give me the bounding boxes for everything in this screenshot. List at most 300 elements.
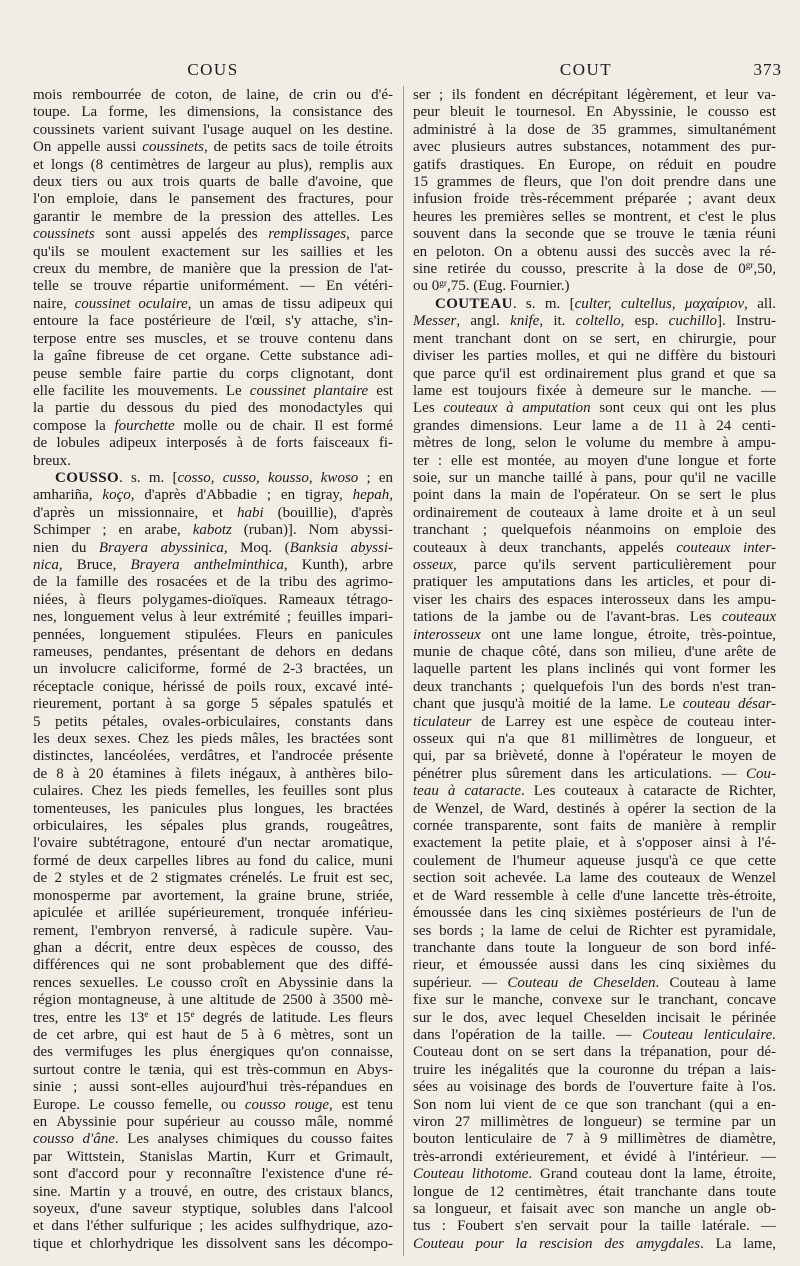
text-run: ]. Instru- <box>717 313 776 330</box>
text-run: l'ovaire subtétragone, entouré d'un nectar aromatique, <box>33 835 393 852</box>
text-line <box>33 1166 393 1183</box>
italic-term: Couteau de Cheselden <box>507 974 656 991</box>
text-line <box>413 1027 776 1044</box>
italic-term: fourchette <box>114 417 175 434</box>
text-run: On appelle aussi <box>33 139 143 156</box>
text-run: heures les premières selles se montrent, et c'est le plus <box>413 208 776 225</box>
text-run: couteaux à deux tranchants, appelés <box>413 539 677 556</box>
text-run: et longs (8 centimètres de largeur au plus), remplis aux <box>33 156 393 173</box>
text-run: , all. <box>744 295 776 312</box>
text-run: différences qui ne sont probablement que des diffé- <box>33 957 393 974</box>
text-run: longue de 12 centimètres, était tranchante dans toute <box>413 1183 776 1200</box>
text-run: , esp. <box>620 313 669 330</box>
italic-term: coltello <box>575 313 621 330</box>
text-line <box>413 157 776 174</box>
text-line <box>413 801 776 818</box>
text-run: des vermifuges les plus énergiques qu'on connaisse, <box>33 1044 393 1061</box>
text-run: toupe. La forme, les dimensions, la consistance des <box>33 104 393 121</box>
text-line <box>33 1114 393 1131</box>
text-run: les deux sexes. Chez les pieds mâles, les bractées sont <box>33 731 393 748</box>
text-line <box>33 313 393 330</box>
text-line <box>413 870 776 887</box>
text-run: Les <box>413 400 444 417</box>
text-run: , Bruce, <box>58 556 131 573</box>
text-run: mois rembourrée de coton, de laine, de crin ou d'é- <box>33 87 393 103</box>
text-run: truire les inégalités que la couronne du trépan a lais- <box>413 1061 776 1078</box>
text-run: sont aussi appelés des <box>94 226 269 243</box>
text-run: . Les couteaux à cataracte de Richter, <box>521 783 776 800</box>
text-run: ,50, <box>753 261 776 278</box>
text-line <box>33 888 393 905</box>
text-line <box>413 1044 776 1061</box>
text-line <box>33 191 393 208</box>
text-line <box>413 383 776 400</box>
text-line <box>33 801 393 818</box>
italic-term: teau à cataracte <box>413 783 521 800</box>
text-run: coulement de l'humeur aqueuse jusqu'à ce que cette <box>413 852 776 869</box>
text-line <box>33 731 393 748</box>
text-line <box>33 1027 393 1044</box>
left-column <box>33 87 393 1253</box>
text-run: grandes dimensions. Leur lame a de 11 à 24 centi- <box>413 417 776 434</box>
text-line <box>33 122 393 139</box>
text-line <box>33 244 393 261</box>
text-run: fixe sur le manche, convexe sur le tranchant, concave <box>413 992 776 1009</box>
text-run: , angl. <box>456 313 511 330</box>
text-run: osseux qui n'a que 81 millimètres de longueur, et <box>413 731 776 748</box>
italic-term: coussinets <box>142 139 204 156</box>
italic-term: habi <box>236 504 264 521</box>
text-line <box>33 435 393 452</box>
text-run: infusion froide très-récemment préparée ; avant deux <box>413 191 776 208</box>
text-line <box>33 453 393 470</box>
italic-term: culter, cultellus, μαχαίριον <box>574 295 745 312</box>
text-line <box>413 888 776 905</box>
text-run: pénétrer plus sûrement dans les articulations. — <box>413 765 746 782</box>
text-line <box>33 1184 393 1201</box>
text-line <box>33 870 393 887</box>
text-line <box>33 470 393 487</box>
text-run: pennées, longuement stipulées. Fleurs en panicules <box>33 626 393 643</box>
text-run: par Wittstein, Stanislas Martin, Kurr et Grimault, <box>33 1148 393 1165</box>
text-line <box>413 400 776 417</box>
text-line <box>413 296 776 313</box>
text-run: (bouillie), d'après <box>263 504 393 521</box>
page-number: 373 <box>753 60 782 79</box>
text-line <box>413 505 776 522</box>
text-run: ses bords ; la lame de celui de Richter est pyramidale, <box>413 922 776 939</box>
text-run: rement, l'embryon renversé, à radicule supère. Vau- <box>33 922 393 939</box>
text-line <box>413 209 776 226</box>
text-line <box>413 261 776 278</box>
text-run: , Kunth), arbre <box>283 556 393 573</box>
text-line <box>413 940 776 957</box>
text-line <box>413 574 776 591</box>
text-line <box>413 1079 776 1096</box>
text-line <box>413 592 776 609</box>
text-line <box>33 853 393 870</box>
text-run: surtout contre le tænia, qui est très-commun en Abys- <box>33 1061 393 1078</box>
text-line <box>413 1131 776 1148</box>
text-run: tus : Foubert s'en servait pour la taille latérale. — <box>413 1218 776 1235</box>
text-line <box>33 366 393 383</box>
text-run: creux du membre, de manière que la pression de l'at- <box>33 261 393 278</box>
italic-term: interosseux <box>413 626 481 643</box>
text-run: distinctes, lancéolées, verdâtres, et l'androcée présente <box>33 748 393 765</box>
text-line <box>33 139 393 156</box>
text-line <box>413 1184 776 1201</box>
text-run: compose la <box>33 417 115 434</box>
text-run: rieur, et émoussée aussi dans les cinq sixièmes du <box>413 957 776 974</box>
text-run: diviser les parties molles, et qui ne diffère du bistouri <box>413 348 776 365</box>
text-line <box>33 87 393 104</box>
text-run: telle se trouve répartie uniformément. — En vétéri- <box>33 278 393 295</box>
italic-term: Couteau lithotome <box>413 1166 529 1183</box>
text-line <box>413 348 776 365</box>
text-line <box>33 609 393 626</box>
italic-term: couteaux à amputation <box>443 400 591 417</box>
text-run: , Moq. ( <box>223 539 290 556</box>
text-run: , est tenu <box>328 1096 393 1113</box>
text-run: lame est toujours fixée à demeure sur le manche. — <box>413 382 776 399</box>
text-run: l'on emploie, dans le pansement des fractures, pour <box>33 191 393 208</box>
italic-term: couteau désar- <box>682 696 776 713</box>
text-run: dans l'opération de la taille. — <box>413 1026 643 1043</box>
superscript: gr <box>439 278 447 289</box>
text-run: sont d'accord pour y reconnaître l'existence d'une ré- <box>33 1166 393 1183</box>
text-run: sine. Martin y a trouvé, en outre, des cristaux blancs, <box>33 1183 393 1200</box>
text-line <box>33 1218 393 1235</box>
text-line <box>413 418 776 435</box>
text-line <box>33 487 393 504</box>
text-run: bouton lenticulaire de 7 à 9 millimètres de diamètre, <box>413 1131 776 1148</box>
text-run: peur bleuit le tournesol. En Abyssinie, le cousso est <box>413 104 776 121</box>
text-run: elle facilite les mouvements. Le <box>33 382 250 399</box>
text-run: très-arrondi extérieurement, et évidé à l'intérieur. — <box>413 1148 776 1165</box>
text-run: entoure la face postérieure de l'œil, s'y attache, s'in- <box>33 313 393 330</box>
text-run: , de petits sacs de toile étroits <box>203 139 393 156</box>
text-run: ser ; ils fondent en décrépitant légèrement, et leur va- <box>413 87 776 103</box>
text-run: ,75. (Eug. Fournier.) <box>447 278 570 295</box>
text-line <box>413 975 776 992</box>
text-run: est <box>368 382 393 399</box>
text-line <box>413 731 776 748</box>
text-line <box>413 122 776 139</box>
text-run: en peloton. On a obtenu aussi des succès avec la ré- <box>413 243 776 260</box>
text-line <box>33 278 393 295</box>
text-line <box>33 818 393 835</box>
text-line <box>33 975 393 992</box>
text-run: . Grand couteau dont la lame, étroite, <box>528 1166 776 1183</box>
text-run: sinie ; aussi sont-elles aujourd'hui très-répandues en <box>33 1079 393 1096</box>
text-line <box>33 957 393 974</box>
text-run: sa longueur, et faisait avec son manche un angle ob- <box>413 1201 776 1217</box>
text-line <box>413 1218 776 1235</box>
text-line <box>413 1166 776 1183</box>
text-run: tations de la jambe ou de l'avant-bras. Les <box>413 609 722 626</box>
text-run: , d'après d'Abbadie ; en tigray, <box>130 487 353 504</box>
text-line <box>413 696 776 713</box>
text-run: 15 grammes de fleurs, que l'on doit prendre dans une <box>413 174 776 191</box>
text-run: de 2 styles et de 2 stigmates crénelés. Le fruit est sec, <box>33 870 393 887</box>
text-line <box>33 1079 393 1096</box>
italic-term: coussinet plantaire <box>249 382 369 399</box>
text-run: et 15 <box>148 1009 191 1026</box>
text-run: , parce qu'ils servent particulièrement pour <box>453 556 776 573</box>
text-run: souvent dans la seconde que se trouve le tænia réuni <box>413 226 776 243</box>
text-run: administré à la dose de 35 grammes, simultanément <box>413 121 776 138</box>
italic-term: cosso, cusso, kousso, kwoso <box>177 469 359 486</box>
text-line <box>413 1062 776 1079</box>
italic-term: cousso d'âne <box>33 1131 115 1148</box>
text-line <box>33 1062 393 1079</box>
italic-term: kabotz <box>192 522 232 539</box>
italic-term: Cou- <box>746 765 776 782</box>
text-run: nien du <box>33 539 99 556</box>
text-run: soie, sur un manche taillé à pans, pour qu'il ne vacille <box>413 469 776 486</box>
text-line <box>413 679 776 696</box>
text-line <box>413 661 776 678</box>
text-line <box>413 331 776 348</box>
italic-term: nica <box>33 556 59 573</box>
italic-term: hepah <box>352 487 390 504</box>
text-run: point dans la main de l'opérateur. On se sert le plus <box>413 487 776 504</box>
text-run: viron 27 millimètres de longueur) se termine par un <box>413 1113 776 1130</box>
text-line <box>413 905 776 922</box>
text-run: cornée transparente, sont faits de manière à remplir <box>413 818 776 835</box>
text-run: culaires. Chez les pieds femelles, les feuilles sont plus <box>33 783 393 800</box>
text-line <box>413 226 776 243</box>
text-line <box>33 1149 393 1166</box>
text-line <box>33 1201 393 1218</box>
text-line <box>33 923 393 940</box>
text-line <box>33 1131 393 1148</box>
text-line <box>33 557 393 574</box>
text-line <box>33 1044 393 1061</box>
text-line <box>33 766 393 783</box>
text-line <box>33 418 393 435</box>
text-line <box>33 540 393 557</box>
text-run: chant que jusqu'à moitié de la lame. Le <box>413 696 683 713</box>
text-run: section soit achevée. La lame des couteaux de Wenzel <box>413 870 776 887</box>
text-run: ; en <box>358 469 394 486</box>
text-run: supérieur. — <box>413 974 508 991</box>
text-run: de 8 à 20 étamines à filets inégaux, à anthères bilo- <box>33 765 393 782</box>
text-run: en Abyssinie pour supérieur au cousso mâle, nommé <box>33 1113 393 1130</box>
text-run: rameuses, pendantes, présentant de dehors en dedans <box>33 644 393 660</box>
text-run: qu'ils se moulent exactement sur les saillies et les <box>33 243 393 260</box>
text-run: soyeux, d'une saveur styptique, solubles dans l'alcool <box>33 1201 393 1217</box>
text-run: mètres de long, selon le volume du membre à ampu- <box>413 435 776 452</box>
text-run: . s. m. [ <box>512 295 575 312</box>
text-run: de Larrey est une espèce de couteau inter- <box>471 713 776 730</box>
text-run: tranchante dans toute la longueur de son bord infé- <box>413 939 776 956</box>
text-line <box>33 835 393 852</box>
text-line <box>33 696 393 713</box>
italic-term: ticulateur <box>413 713 472 730</box>
text-run: ou 0 <box>413 278 440 295</box>
text-line <box>33 627 393 644</box>
text-run: rieurement, portant à sa gorge 5 sépales spatulés et <box>33 696 393 713</box>
text-run: que parce qu'il est ordinairement plus grand et que sa <box>413 365 776 382</box>
text-line <box>413 174 776 191</box>
text-run: niées, à fleurs polygames-dioïques. Rameaux tétrago- <box>33 591 393 608</box>
text-line <box>33 644 393 661</box>
text-run: qui, par sa brièveté, donne à l'opérateur le moyen de <box>413 748 776 765</box>
text-line <box>413 1236 776 1253</box>
text-run: apiculée et arillée supérieurement, tronquée inférieu- <box>33 905 393 922</box>
text-run: ordinairement de couteaux à lame droite et à un seul <box>413 504 776 521</box>
text-line <box>33 522 393 539</box>
text-run: deux tiers ou aux trois quarts de balle d'avoine, que <box>33 174 393 191</box>
text-run: tres, entre les 13 <box>33 1009 145 1026</box>
text-line <box>413 540 776 557</box>
text-line <box>413 278 776 295</box>
text-run: formé de deux carpelles libres au fond du calice, muni <box>33 852 393 869</box>
text-line <box>413 766 776 783</box>
text-run: laquelle partent les plans inclinés qui vont former les <box>413 661 776 678</box>
text-run: réceptacle conique, hérissé de poils roux, excavé inté- <box>33 678 393 695</box>
text-line <box>413 714 776 731</box>
text-line <box>413 835 776 852</box>
text-line <box>33 1010 393 1027</box>
text-line <box>33 592 393 609</box>
text-line <box>413 366 776 383</box>
text-line <box>33 661 393 678</box>
text-line <box>413 522 776 539</box>
text-line <box>413 748 776 765</box>
text-run: viser les chairs des espaces interosseux dans les ampu- <box>413 591 776 608</box>
text-line <box>33 940 393 957</box>
text-run: , parce <box>346 226 394 243</box>
italic-term: coussinet oculaire <box>74 295 188 312</box>
text-run: ment tranchant dont on se sert, en chirurgie, pour <box>413 330 776 347</box>
text-run: munie de chaque côté, dans son milieu, d'une arête de <box>413 644 776 660</box>
text-line <box>33 992 393 1009</box>
text-line <box>33 383 393 400</box>
text-line <box>413 487 776 504</box>
text-line <box>33 157 393 174</box>
text-line <box>33 1097 393 1114</box>
superscript: gr <box>745 261 754 272</box>
text-line <box>413 609 776 626</box>
text-run: , un amas de tissu adipeux qui <box>187 295 394 312</box>
running-head-left: COUS <box>187 60 239 79</box>
italic-term: couteaux <box>721 609 776 626</box>
text-run: ter : elle est montée, au moyen d'une longue et forte <box>413 452 776 469</box>
text-run: naire, <box>33 295 75 312</box>
text-line <box>33 905 393 922</box>
text-run: nes, longuement velus à leur extrémité ; feuilles impari- <box>33 609 393 626</box>
text-run: sur le dos, avec lequel Cheselden incisait le périnée <box>413 1009 776 1026</box>
text-line <box>33 505 393 522</box>
text-run: de la famille des rosacées et de la tribu des agrimo- <box>33 574 393 591</box>
text-run: , <box>389 487 393 504</box>
text-run: émoussée dans les cinq sixièmes postérieurs de l'un de <box>413 905 776 922</box>
italic-term: Couteau lenticulaire. <box>642 1026 777 1043</box>
text-line <box>33 226 393 243</box>
text-line <box>413 435 776 452</box>
italic-term: Brayera anthelminthica <box>130 556 284 573</box>
text-line <box>33 174 393 191</box>
text-line <box>33 261 393 278</box>
headword: COUTEAU <box>435 295 513 312</box>
text-run: la gaîne fibreuse de cet organe. Cette substance adi- <box>33 348 393 365</box>
italic-term: Messer <box>413 313 457 330</box>
text-line <box>33 331 393 348</box>
text-run: amhariña, <box>33 487 103 504</box>
superscript: e <box>190 1009 195 1020</box>
text-run: . s. m. [ <box>119 469 178 486</box>
text-run: , it. <box>539 313 576 330</box>
text-run: garantir le membre de la pression des attelles. Les <box>33 208 393 225</box>
text-run: et dans l'éther sulfurique ; les acides sulfhydrique, azo- <box>33 1218 393 1235</box>
superscript: e <box>144 1009 149 1020</box>
text-line <box>33 348 393 365</box>
text-run: rences sexuelles. Le cousso croît en Abyssinie dans la <box>33 974 393 991</box>
text-line <box>33 400 393 417</box>
italic-term: couteaux inter- <box>676 539 776 556</box>
text-run: 5 petits pétales, ovales-orbiculaires, constants dans <box>33 713 393 730</box>
text-line <box>33 296 393 313</box>
italic-term: Banksia abyssi- <box>289 539 393 556</box>
text-line <box>413 853 776 870</box>
text-run: peuse semble faire partie du corps clignotant, dont <box>33 365 393 382</box>
italic-term: coussinets <box>33 226 95 243</box>
text-line <box>33 679 393 696</box>
italic-term: remplissages <box>268 226 347 243</box>
text-run: Son nom lui vient de ce que son tranchant (qui a en- <box>413 1096 776 1113</box>
text-run: de Wenzel, de Ward, destinés à opérer la section de la <box>413 800 776 817</box>
text-run: avec plusieurs autres substances, notamment des pur- <box>413 139 776 156</box>
text-run: de cet arbre, qui est haut de 5 à 6 mètres, sont un <box>33 1026 393 1043</box>
text-run: pratiquer les amputations dans les articles, et pour di- <box>413 574 776 591</box>
text-line <box>413 139 776 156</box>
text-run: la partie du dessous du pied des monodactyles qui <box>33 400 393 417</box>
text-run: monosperme par avortement, la graine brune, striée, <box>33 887 393 904</box>
italic-term: koço <box>102 487 131 504</box>
running-head-right: COUT <box>559 60 613 79</box>
text-line <box>413 470 776 487</box>
text-run: un involucre caliciforme, formé de 2-3 bractées, un <box>33 661 393 678</box>
text-line <box>413 453 776 470</box>
text-run: Couteau dont on se sert dans la trépanation, pour dé- <box>413 1044 776 1061</box>
text-run: sées au voisinage des bords de l'ouverture faite à l'os. <box>413 1079 776 1096</box>
text-run: gatifs drastiques. En Europe, on réduit en poudre <box>413 156 776 173</box>
italic-term: cuchillo <box>668 313 717 330</box>
text-run: d'après un missionnaire, et <box>33 504 237 521</box>
text-run: deux tranchants ; quelquefois l'un des bords n'est tran- <box>413 678 776 695</box>
text-line <box>413 627 776 644</box>
text-run: molle ou de chair. Il est formé <box>174 417 393 434</box>
text-line <box>413 104 776 121</box>
italic-term: osseux <box>413 556 453 573</box>
text-line <box>413 87 776 104</box>
text-run: . La lame, <box>700 1235 776 1252</box>
text-line <box>33 1236 393 1253</box>
text-run: ghan a décrit, entre deux espèces de cousso, des <box>33 939 393 956</box>
text-line <box>33 748 393 765</box>
text-line <box>33 574 393 591</box>
text-run: Schimper ; en arabe, <box>33 522 193 539</box>
text-run: tomenteuses, les panicules plus longues, les bractées <box>33 800 393 817</box>
text-line <box>33 714 393 731</box>
text-run: degrés de latitude. Les fleurs <box>194 1009 393 1026</box>
right-column <box>413 87 776 1253</box>
text-run: coussinets varient suivant l'usage auquel on les destine. <box>33 121 393 138</box>
text-run: et de Ward ressemble à celle d'une lancette très-étroite, <box>413 887 776 904</box>
text-run: breux. <box>33 452 71 469</box>
